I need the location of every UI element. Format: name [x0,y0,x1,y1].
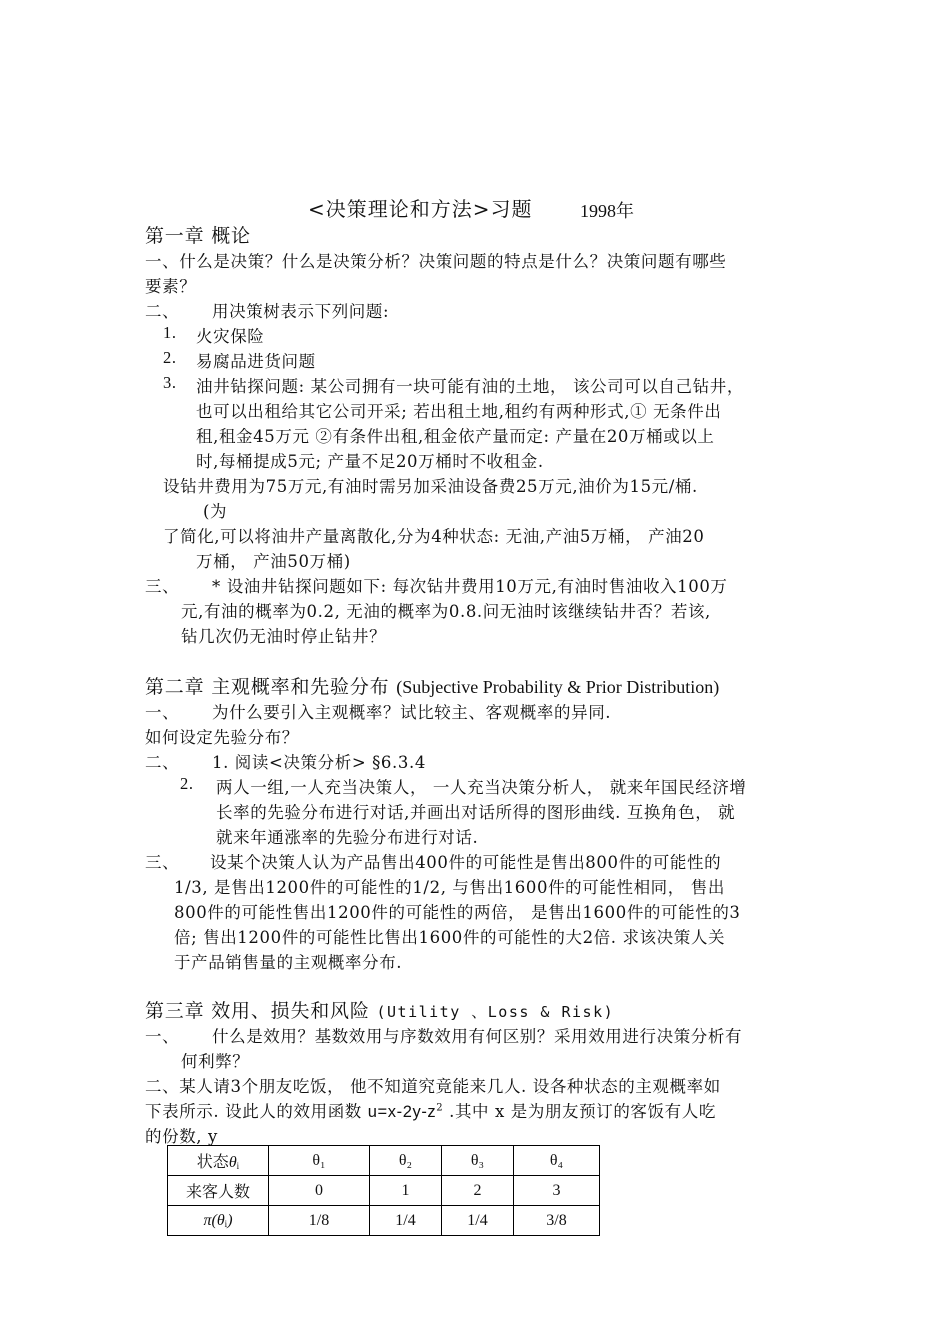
table-row [168,1176,600,1206]
ch3-q1-label: 一、 [145,1027,180,1046]
table-cell: 1/8 [269,1206,370,1236]
ch2-q3-line1: 设某个决策人认为产品售出400件的可能性是售出800件的可能性的 [210,853,722,872]
table-cell: θ₁ [269,1146,370,1176]
table-cell: 1 [370,1176,442,1206]
table-cell: 1/4 [442,1206,514,1236]
ch1-item1-text: 火灾保险 [196,327,265,346]
ch2-q2-label: 二、 [145,753,180,772]
ch1-q1-line1: 一、什么是决策？什么是决策分析？决策问题的特点是什么？决策问题有哪些 [145,252,727,271]
ch2-q3-label: 三、 [145,853,180,872]
ch2-q2-item2-line2: 长率的先验分布进行对话,并画出对话所得的图形曲线. 互换角色， 就 [216,803,736,822]
ch1-q3-line3: 钻几次仍无油时停止钻井？ [181,627,387,646]
title-text: <决策理论和方法>习题 [308,197,533,221]
ch3-q2-line2-start: 下表所示. 设此人的效用函数 [145,1102,368,1121]
ch1-item2-text: 易腐品进货问题 [196,352,316,371]
table-cell: 3 [514,1176,600,1206]
ch3-q2-line1: 二、某人请3个朋友吃饭， 他不知道究竟能来几人. 设各种状态的主观概率如 [145,1077,721,1096]
ch2-q3-line5: 于产品销售量的主观概率分布. [174,953,403,972]
ch3-q2-line2-end: .其中 x 是为朋友预订的客饭有人吃 [443,1102,716,1121]
utility-formula: u=x-2y-z [367,1103,437,1121]
chapter-1-heading: 第一章 概论 [145,225,251,247]
ch1-q2-label: 二、 [145,302,180,321]
theta-symbol: θ [228,1154,237,1171]
table-row [168,1206,600,1236]
pi-theta-symbol: π(θ [203,1211,225,1229]
chapter-3-heading-en: (Utility 、Loss & Risk) [376,1003,615,1021]
ch1-q2-text: 用决策树表示下列问题: [212,302,390,321]
table-cell: θ₄ [514,1146,600,1176]
theta-subscript: i [236,1161,240,1171]
chapter-3-heading [145,996,614,1023]
ch1-note-line2: (为 [203,502,228,521]
ch1-q3-label: 三、 [145,577,180,596]
formula-exponent: 2 [436,1102,444,1114]
table-cell: θ₂ [370,1146,442,1176]
table-cell: 3/8 [514,1206,600,1236]
ch1-q1-line2: 要素？ [145,277,197,296]
ch1-item3-line1: 油井钻探问题: 某公司拥有一块可能有油的土地， 该公司可以自己钻井， [196,377,744,396]
ch1-item3-number: 3. [163,373,177,392]
table-cell: 0 [269,1176,370,1206]
row-header-guests: 来客人数 [168,1176,269,1206]
state-label: 状态 [196,1154,229,1171]
ch3-q1-line2: 何利弊？ [181,1052,250,1071]
pi-theta-close: ) [227,1211,233,1229]
ch1-q3-line2: 元,有油的概率为0.2, 无油的概率为0.8.问无油时该继续钻井否？若该, [181,602,711,621]
ch1-item3-line2: 也可以出租给其它公司开采; 若出租土地,租约有两种形式,① 无条件出 [196,402,722,421]
chapter-2-heading-cn: 第二章 主观概率和先验分布 [145,676,390,698]
row-header-state [168,1146,269,1176]
title-year: 1998年 [580,201,634,221]
ch1-item2-number: 2. [163,348,177,367]
ch2-q2-item2-number: 2. [180,774,194,793]
ch2-q1-line2: 如何设定先验分布？ [145,728,299,747]
ch2-q2-item2-line3: 就来年通涨率的先验分布进行对话. [216,828,479,847]
ch2-q3-line3: 800件的可能性售出1200件的可能性的两倍， 是售出1600件的可能性的3 [174,903,741,922]
row-header-probability [168,1206,269,1236]
ch1-item3-line3: 租,租金45万元 ②有条件出租,租金依产量而定: 产量在20万桶或以上 [196,427,715,446]
table-cell: 1/4 [370,1206,442,1236]
ch1-item1-number: 1. [163,323,177,342]
ch2-q3-line4: 倍; 售出1200件的可能性比售出1600件的可能性的大2倍. 求该决策人关 [174,928,726,947]
chapter-2-heading-en: (Subjective Probability & Prior Distribution) [396,677,720,697]
ch3-q2-line2 [145,1098,716,1122]
state-probability-table [167,1145,600,1236]
ch2-q1-label: 一、 [145,703,180,722]
ch2-q2-item2-line1: 两人一组,一人充当决策人， 一人充当决策分析人， 就来年国民经济增 [216,778,747,797]
table-row [168,1146,600,1176]
chapter-3-heading-cn: 第三章 效用、损失和风险 [145,1000,370,1022]
table-cell: 2 [442,1176,514,1206]
ch2-q3-line2: 1/3, 是售出1200件的可能性的1/2, 与售出1600件的可能性相同， 售出 [174,878,725,897]
ch1-note-line3: 了简化,可以将油井产量离散化,分为4种状态: 无油,产油5万桶， 产油20 [163,527,705,546]
ch3-q2-line3: 的份数, y [145,1127,218,1146]
ch2-q1-text: 为什么要引入主观概率？试比较主、客观概率的异同. [212,703,612,722]
ch1-item3-line4: 时,每桶提成5元; 产量不足20万桶时不收租金. [196,452,544,471]
ch2-q2-item1: 1. 阅读<决策分析> §6.3.4 [212,753,426,772]
ch3-q1-line1: 什么是效用？基数效用与序数效用有何区别？采用效用进行决策分析有 [212,1027,743,1046]
ch1-note-line4: 万桶， 产油50万桶) [196,552,351,571]
pi-theta-subscript: i [224,1218,228,1229]
page-title [308,193,533,222]
ch1-note-line1: 设钻井费用为75万元,有油时需另加采油设备费25万元,油价为15元/桶. [163,477,698,496]
chapter-2-heading [145,672,719,699]
table-cell: θ₃ [442,1146,514,1176]
ch1-q3-line1: * 设油井钻探问题如下: 每次钻井费用10万元,有油时售油收入100万 [212,577,728,596]
